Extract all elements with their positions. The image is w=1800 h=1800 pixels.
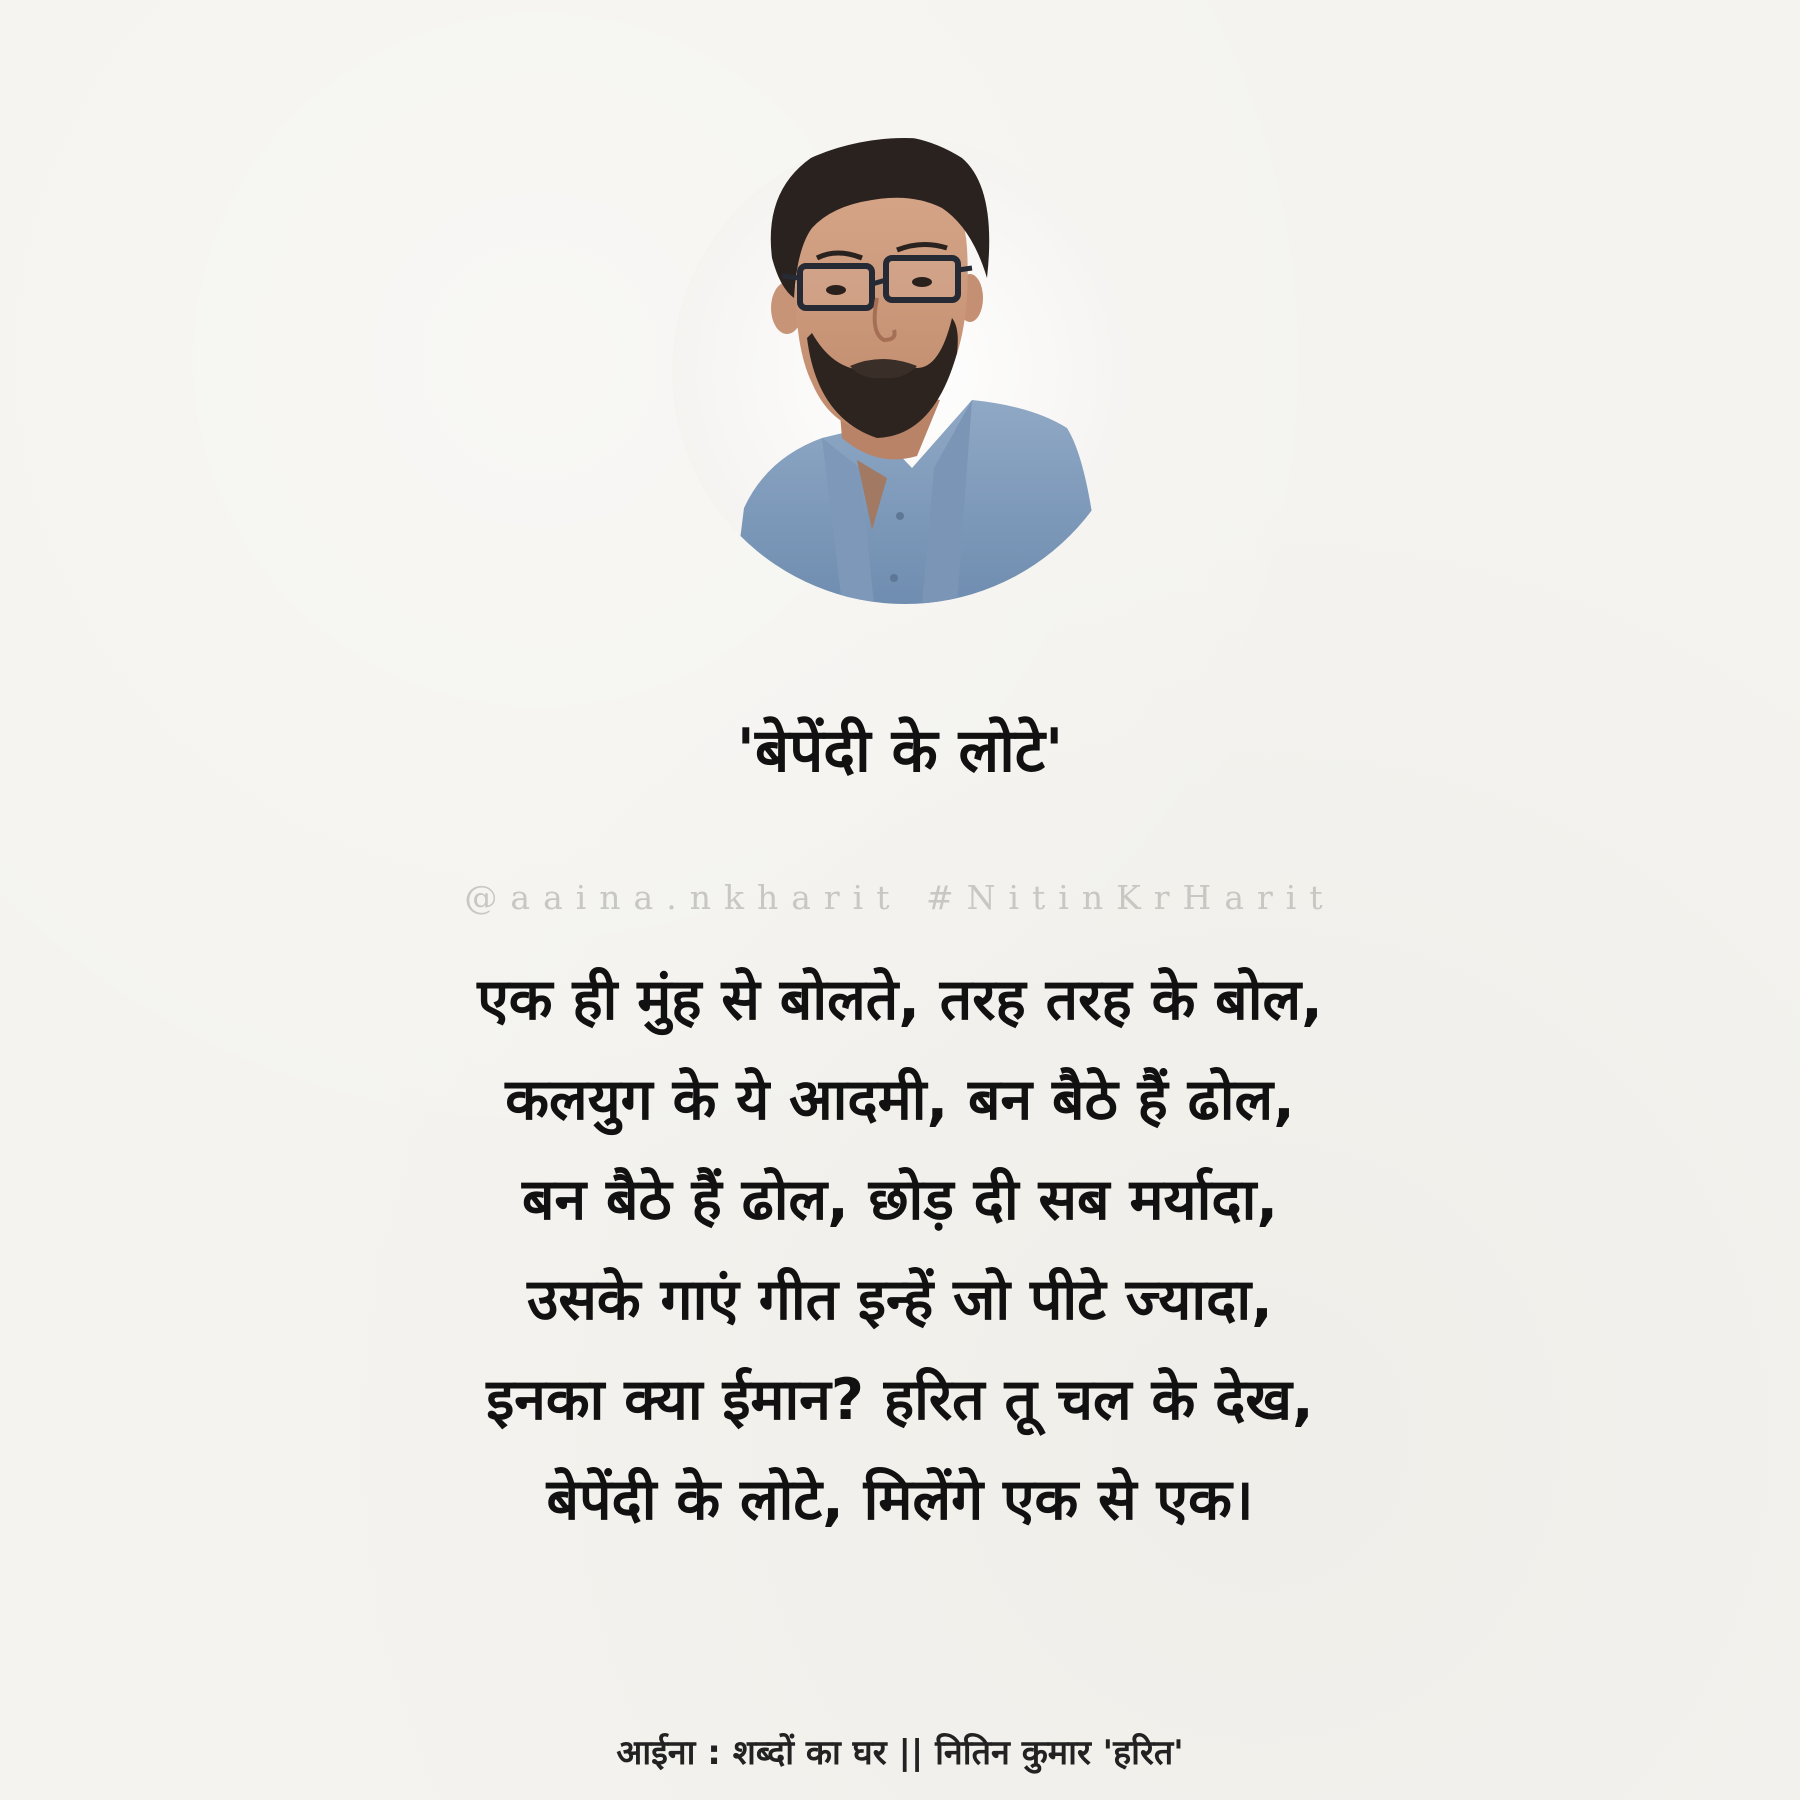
poem-line: इनका क्या ईमान? हरित तू चल के देख, [486,1367,1314,1433]
watermark-handle: @aaina.nkharit #NitinKrHarit [464,878,1336,917]
poem-line: कलयुग के ये आदमी, बन बैठे हैं ढोल, [505,1067,1295,1133]
author-portrait [672,138,1138,604]
poem-line: उसके गाएं गीत इन्हें जो पीटे ज्यादा, [527,1267,1273,1333]
author-portrait-icon [672,138,1138,604]
footer-credit: आईना : शब्दों का घर || नितिन कुमार 'हरित' [616,1733,1184,1773]
poem-line: एक ही मुंह से बोलते, तरह तरह के बोल, [477,967,1323,1033]
poem-body [0,950,1800,1550]
poem-line: बेपेंदी के लोटे, मिलेंगे एक से एक। [546,1467,1254,1533]
poem-title: 'बेपेंदी के लोटे' [736,716,1064,786]
poem-line: बन बैठे हैं ढोल, छोड़ दी सब मर्यादा, [521,1167,1279,1233]
